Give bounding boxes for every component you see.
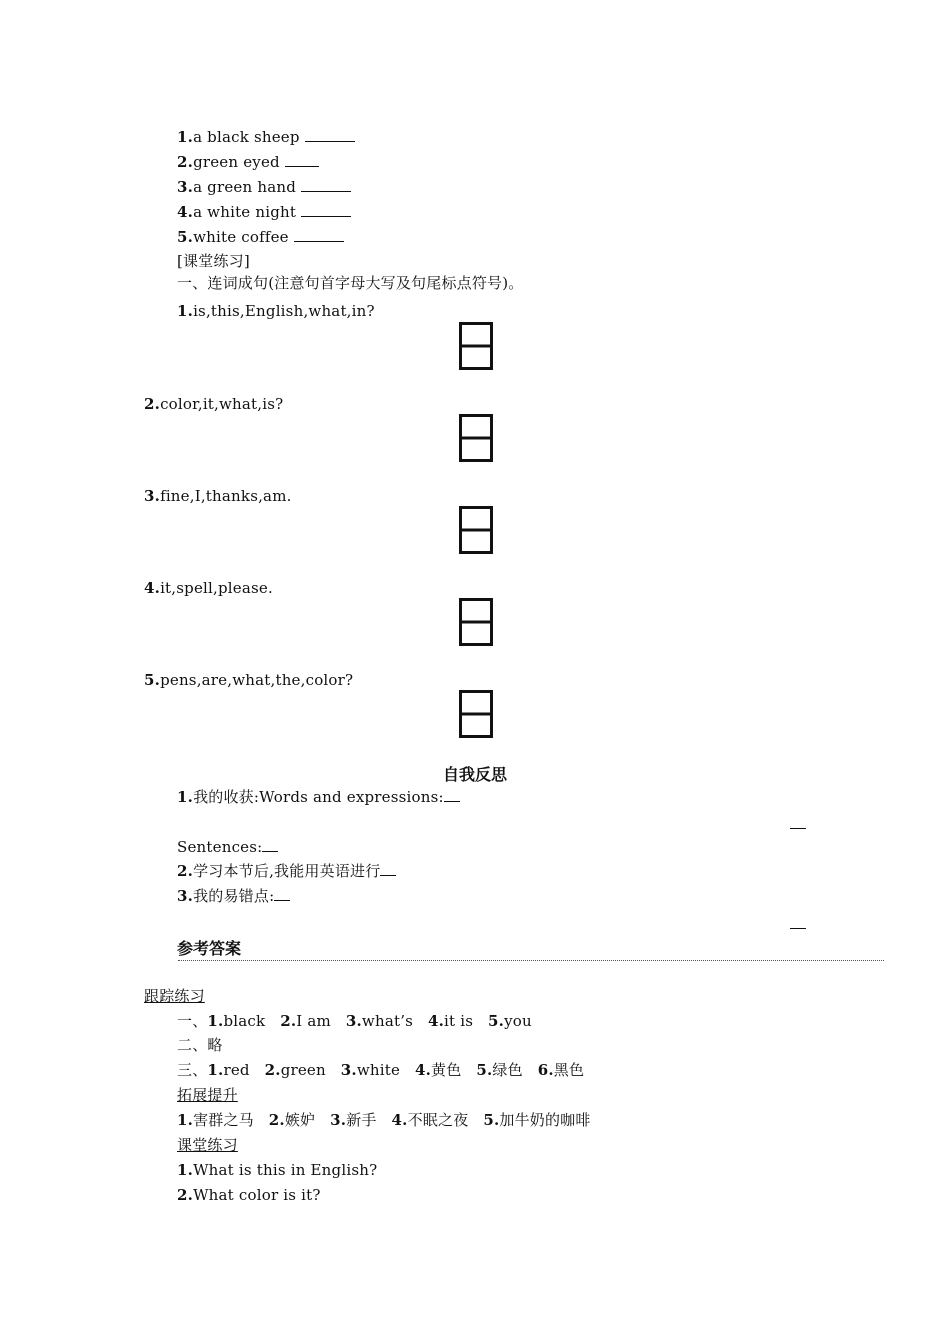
classwork-header: [课堂练习] bbox=[177, 252, 250, 270]
classwork-answer-2: 2.What color is it? bbox=[177, 1186, 321, 1204]
answer-blank[interactable] bbox=[301, 203, 351, 217]
extension-answers-row: 1.害群之马 2.嫉妒 3.新手 4.不眠之夜 5.加牛奶的咖啡 bbox=[177, 1111, 591, 1129]
section1-title: 一、连词成句(注意句首字母大写及句尾标点符号)。 bbox=[177, 274, 524, 292]
continuation-dash bbox=[790, 828, 806, 829]
classwork-answer-1: 1.What is this in English? bbox=[177, 1161, 378, 1179]
reflection-line-2: 2.学习本节后,我能用英语进行 bbox=[177, 861, 396, 881]
answers-title: 参考答案 bbox=[177, 939, 242, 958]
sentence-1: 1.is,this,English,what,in? bbox=[177, 302, 375, 320]
answer-blank[interactable] bbox=[380, 862, 396, 876]
reflection-title: 自我反思 bbox=[443, 765, 508, 784]
sentence-2: 2.color,it,what,is? bbox=[144, 395, 284, 413]
answer-blank[interactable] bbox=[285, 153, 319, 167]
sentence-4: 4.it,spell,please. bbox=[144, 579, 273, 597]
dotted-divider bbox=[178, 960, 884, 961]
reflection-line-1: 1.我的收获:Words and expressions: bbox=[177, 787, 460, 807]
sentence-3: 3.fine,I,thanks,am. bbox=[144, 487, 292, 505]
extension-item-5: 5.white coffee bbox=[177, 227, 344, 247]
extension-item-3: 3.a green hand bbox=[177, 177, 351, 197]
answer-blank[interactable] bbox=[262, 838, 278, 852]
answer-box-icon[interactable] bbox=[459, 690, 493, 738]
answer-blank[interactable] bbox=[274, 887, 290, 901]
answer-box-icon[interactable] bbox=[459, 414, 493, 462]
sentence-5: 5.pens,are,what,the,color? bbox=[144, 671, 354, 689]
answer-blank[interactable] bbox=[301, 178, 351, 192]
continuation-dash bbox=[790, 928, 806, 929]
reflection-sentences: Sentences: bbox=[177, 837, 278, 857]
answer-row-2: 二、略 bbox=[177, 1036, 223, 1054]
answer-blank[interactable] bbox=[305, 128, 355, 142]
extension-item-1: 1.a black sheep bbox=[177, 127, 355, 147]
answer-box-icon[interactable] bbox=[459, 322, 493, 370]
extension-answers-title: 拓展提升 bbox=[177, 1086, 238, 1104]
answer-row-3: 三、1.red 2.green 3.white 4.黄色 5.绿色 6.黑色 bbox=[177, 1061, 585, 1079]
extension-item-4: 4.a white night bbox=[177, 202, 351, 222]
reflection-line-3: 3.我的易错点: bbox=[177, 886, 290, 906]
extension-item-2: 2.green eyed bbox=[177, 152, 319, 172]
tracking-title: 跟踪练习 bbox=[144, 987, 205, 1005]
answer-box-icon[interactable] bbox=[459, 598, 493, 646]
answer-blank[interactable] bbox=[444, 788, 460, 802]
answer-blank[interactable] bbox=[294, 228, 344, 242]
answer-row-1: 一、1.black 2.I am 3.what’s 4.it is 5.you bbox=[177, 1012, 532, 1030]
classwork-answers-title: 课堂练习 bbox=[177, 1136, 238, 1154]
answer-box-icon[interactable] bbox=[459, 506, 493, 554]
